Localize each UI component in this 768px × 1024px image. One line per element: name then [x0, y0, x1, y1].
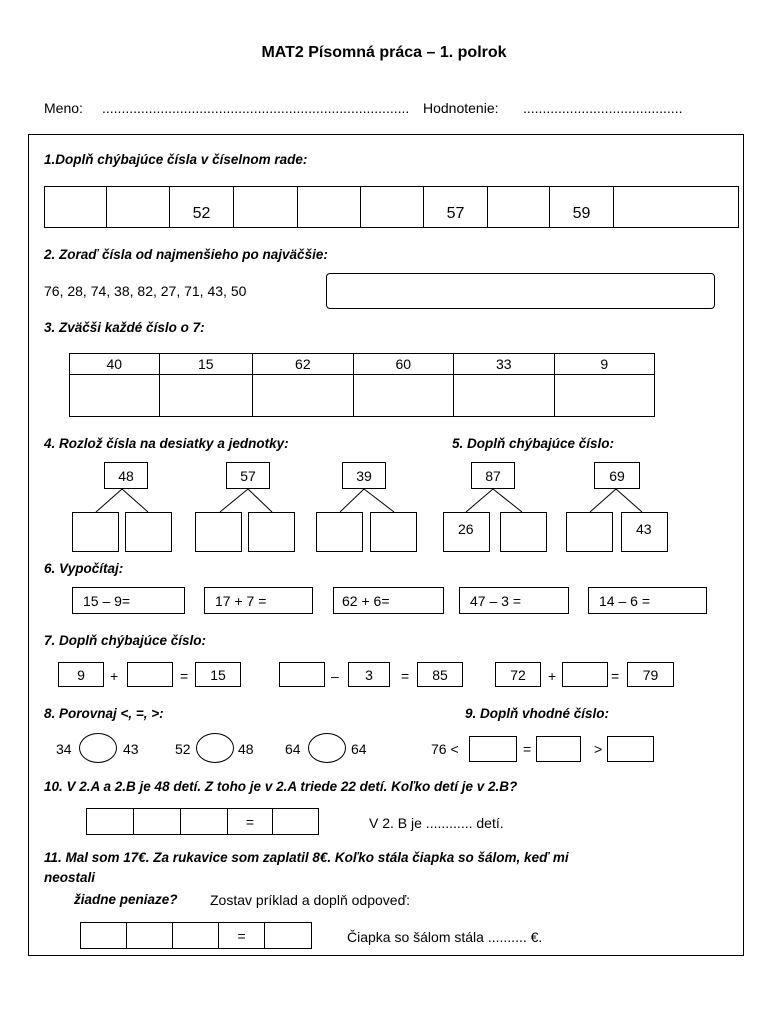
grade-field[interactable]: ......................................... [523, 100, 683, 116]
q10-cell[interactable] [87, 809, 134, 834]
q8-text: 8. Porovnaj <, =, >: [44, 706, 164, 721]
q8-compare-oval[interactable] [196, 733, 234, 763]
q8-right-number: 43 [123, 741, 139, 757]
plus-sign: + [110, 668, 119, 684]
minus-sign: – [331, 668, 339, 684]
q4-units-box[interactable] [125, 512, 172, 552]
q4-tens-box[interactable] [195, 512, 242, 552]
q7-text: 7. Doplň chýbajúce číslo: [44, 633, 207, 648]
q2-text: 2. Zoraď čísla od najmenšieho po najväčšie: [44, 247, 328, 262]
q6-expression[interactable]: 62 + 6= [333, 587, 444, 614]
q7-result: 85 [417, 662, 463, 687]
q8-right-number: 64 [351, 741, 367, 757]
q10-equation-row [86, 808, 319, 835]
q10-equals-cell: = [228, 809, 273, 834]
q8-left-number: 34 [56, 741, 72, 757]
q1-cell: 57 [424, 187, 488, 227]
name-label: Meno: [44, 100, 83, 116]
grade-label: Hodnotenie: [423, 100, 499, 116]
q11-cell[interactable] [127, 923, 174, 948]
q1-text: 1.Doplň chýbajúce čísla v číselnom rade: [44, 152, 308, 167]
q4-units-box[interactable] [370, 512, 417, 552]
q5-left-box: 26 [443, 512, 490, 552]
q9-blank[interactable] [469, 736, 517, 762]
q1-cell: 52 [170, 187, 234, 227]
q8-left-number: 64 [285, 741, 301, 757]
q5-right-box[interactable] [500, 512, 547, 552]
q7-blank[interactable] [279, 662, 325, 687]
q11-answer: Čiapka so šálom stála .......... €. [347, 929, 543, 945]
q4-top-box: 57 [226, 462, 270, 489]
q7-result: 79 [627, 662, 674, 687]
q3-value: 33 [454, 354, 554, 375]
q3-value: 15 [159, 354, 253, 375]
q5-text: 5. Doplň chýbajúce číslo: [452, 436, 615, 451]
q10-cell[interactable] [273, 809, 318, 834]
plus-sign: + [548, 668, 557, 684]
equals-sign: = [180, 668, 189, 684]
q6-expression[interactable]: 17 + 7 = [204, 587, 313, 614]
q5-top-box: 87 [471, 462, 515, 489]
q11-instruction: Zostav príklad a doplň odpoveď: [210, 892, 411, 908]
q7-blank[interactable] [562, 662, 608, 687]
q9-start: 76 < [431, 741, 459, 757]
q11-cell[interactable] [265, 923, 311, 948]
q7-operand: 9 [58, 662, 104, 687]
q4-top-box: 48 [104, 462, 148, 489]
q11-text-line1: 11. Mal som 17€. Za rukavice som zaplatil 8€. Koľko stála čiapka so šálom, keď mi [44, 850, 569, 865]
q6-text: 6. Vypočítaj: [44, 561, 124, 576]
q4-units-box[interactable] [248, 512, 295, 552]
q5-right-box: 43 [621, 512, 668, 552]
q3-value: 40 [70, 354, 160, 375]
name-field[interactable]: ............................................................................... [102, 100, 410, 116]
q4-text: 4. Rozlož čísla na desiatky a jednotky: [44, 436, 289, 451]
q8-compare-oval[interactable] [308, 733, 346, 763]
q6-expression[interactable]: 47 – 3 = [459, 587, 569, 614]
q9-text: 9. Doplň vhodné číslo: [465, 706, 610, 721]
q11-cell[interactable] [173, 923, 219, 948]
q11-text-line3: žiadne peniaze? [74, 892, 178, 907]
q4-top-box: 39 [342, 462, 386, 489]
q5-top-box: 69 [594, 462, 640, 489]
q8-compare-oval[interactable] [79, 733, 117, 763]
q8-right-number: 48 [238, 741, 254, 757]
page-title: MAT2 Písomná práca – 1. polrok [261, 44, 507, 61]
q3-value: 60 [353, 354, 453, 375]
q6-expression[interactable]: 15 – 9= [72, 587, 185, 614]
q3-value: 9 [554, 354, 654, 375]
q9-blank[interactable] [607, 736, 654, 762]
q6-expression[interactable]: 14 – 6 = [588, 587, 707, 614]
q11-cell[interactable] [81, 923, 127, 948]
q3-text: 3. Zväčši každé číslo o 7: [44, 320, 205, 335]
equals-sign: = [523, 741, 532, 757]
q10-text: 10. V 2.A a 2.B je 48 detí. Z toho je v 2.A triede 22 detí. Koľko detí je v 2.B? [44, 779, 518, 794]
q7-operand: 3 [348, 662, 390, 687]
q4-tens-box[interactable] [72, 512, 119, 552]
q1-cell: 59 [550, 187, 614, 227]
q7-result: 15 [195, 662, 241, 687]
q7-operand: 72 [495, 662, 541, 687]
q8-left-number: 52 [175, 741, 191, 757]
q11-equals-cell: = [219, 923, 266, 948]
q11-text-line2: neostali [44, 870, 96, 885]
q10-answer: V 2. B je ............ detí. [369, 815, 504, 831]
q9-blank[interactable] [536, 736, 581, 762]
q5-left-box[interactable] [566, 512, 613, 552]
q2-numbers: 76, 28, 74, 38, 82, 27, 71, 43, 50 [44, 283, 247, 299]
q10-cell[interactable] [134, 809, 181, 834]
q3-value: 62 [253, 354, 353, 375]
q4-tens-box[interactable] [316, 512, 363, 552]
equals-sign: = [611, 668, 620, 684]
q11-equation-row [80, 922, 312, 949]
greater-sign: > [594, 741, 603, 757]
equals-sign: = [401, 668, 410, 684]
q7-blank[interactable] [127, 662, 173, 687]
q10-cell[interactable] [181, 809, 228, 834]
